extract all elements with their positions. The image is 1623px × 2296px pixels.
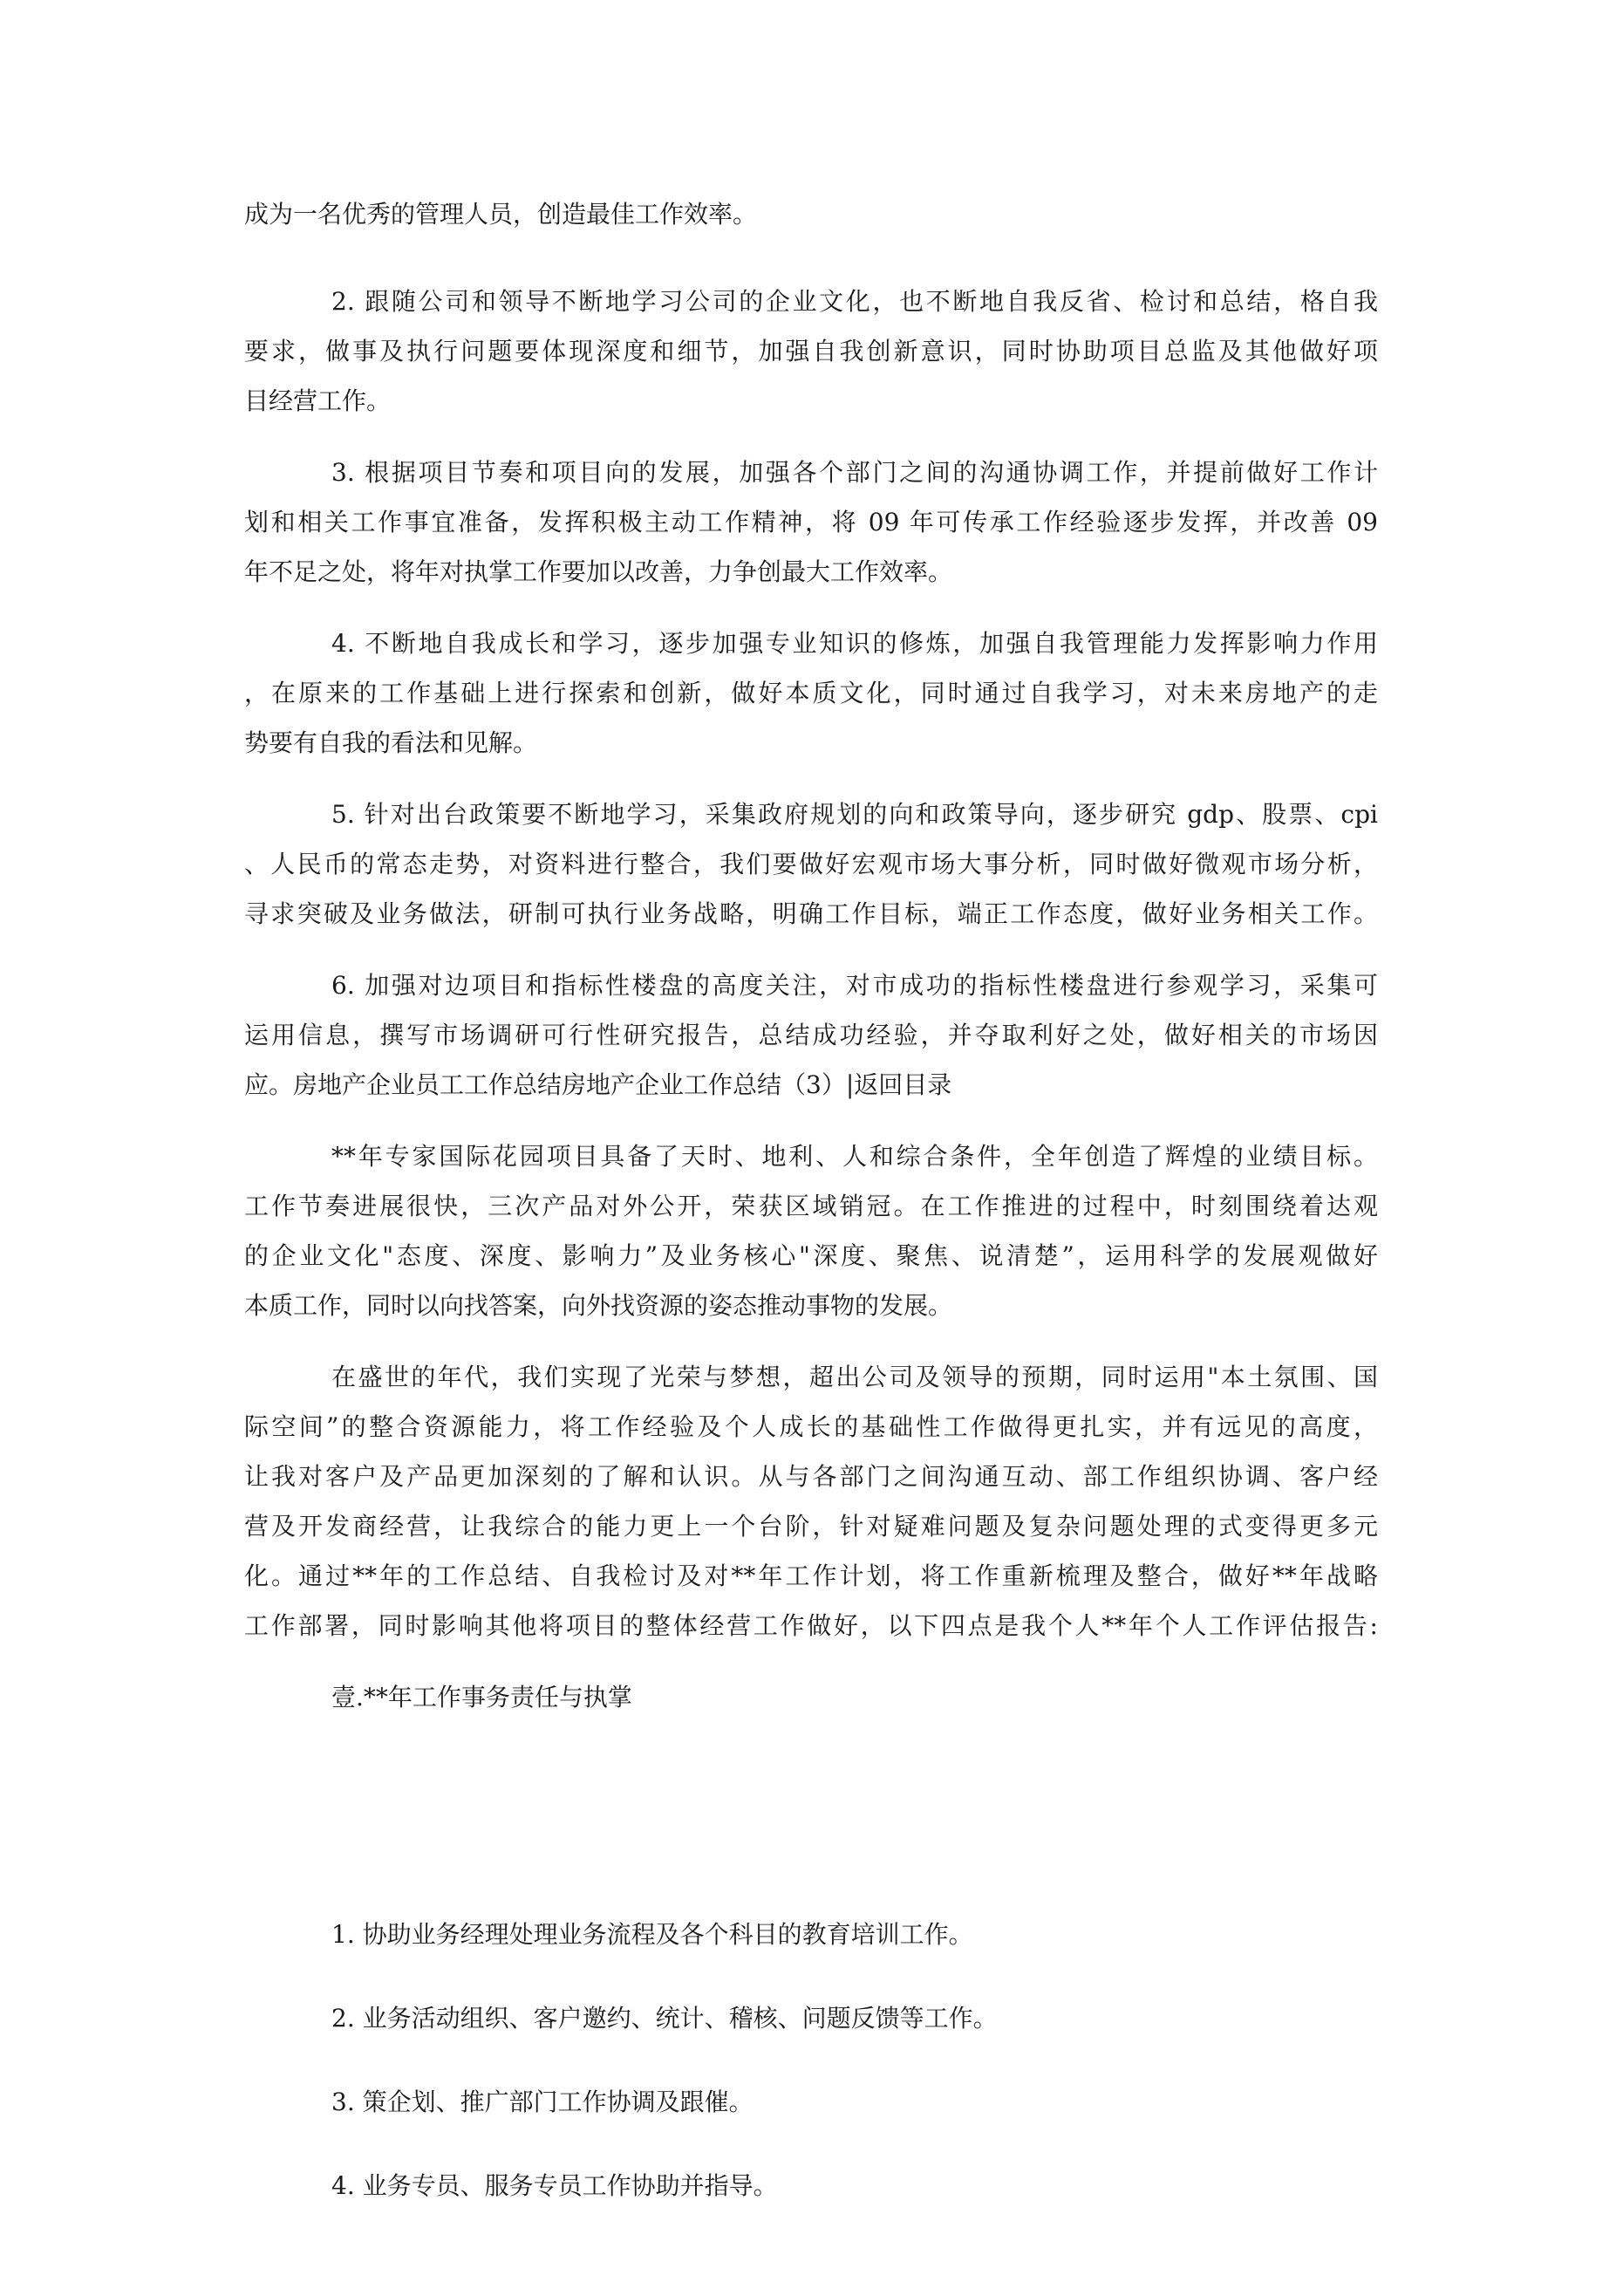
paragraph-line: 5. 针对出台政策要不断地学习，采集政府规划的向和政策导向，逐步研究 gdp、股票、cpi — [331, 800, 1378, 829]
list-item: 2. 业务活动组织、客户邀约、统计、稽核、问题反馈等工作。 — [331, 2004, 998, 2033]
list-item: 3. 策企划、推广部门工作协调及跟催。 — [331, 2088, 754, 2116]
paragraph-line: 要求，做事及执行问题要体现深度和细节，加强自我创新意识，同时协助项目总监及其他做好项 — [244, 337, 1378, 366]
paragraph-line: 化。通过**年的工作总结、自我检讨及对**年工作计划，将工作重新梳理及整合，做好**年战略 — [244, 1561, 1378, 1590]
paragraph-line: 的企业文化"态度、深度、影响力”及业务核心"深度、聚焦、说清楚”，运用科学的发展观做好 — [244, 1241, 1378, 1270]
paragraph-line: 应。房地产企业员工工作总结房地产企业工作总结（3）|返回目录 — [244, 1070, 952, 1099]
paragraph-line: 年不足之处，将年对执掌工作要加以改善，力争创最大工作效率。 — [244, 557, 953, 586]
section-heading: 壹.**年工作事务责任与执掌 — [331, 1683, 632, 1712]
paragraph-line: ，在原来的工作基础上进行探索和创新，做好本质文化，同时通过自我学习，对未来房地产的走 — [244, 679, 1378, 707]
list-item: 4. 业务专员、服务专员工作协助并指导。 — [331, 2171, 778, 2200]
paragraph-line: 工作节奏进展很快，三次产品对外公开，荣获区域销冠。在工作推进的过程中，时刻围绕着达观 — [244, 1192, 1378, 1220]
paragraph-line: 本质工作，同时以向找答案，向外找资源的姿态推动事物的发展。 — [244, 1291, 953, 1320]
paragraph-line: 运用信息，撰写市场调研可行性研究报告，总结成功经验，并夺取利好之处，做好相关的市场因 — [244, 1021, 1378, 1049]
paragraph-line: **年专家国际花园项目具备了天时、地利、人和综合条件，全年创造了辉煌的业绩目标。 — [331, 1142, 1378, 1171]
paragraph-line: 成为一名优秀的管理人员，创造最佳工作效率。 — [244, 200, 758, 229]
paragraph-line: 寻求突破及业务做法，研制可执行业务战略，明确工作目标，端正工作态度，做好业务相关工作。 — [244, 899, 1378, 928]
paragraph-line: 势要有自我的看法和见解。 — [244, 728, 538, 757]
paragraph-line: 让我对客户及产品更加深刻的了解和认识。从与各部门之间沟通互动、部工作组织协调、客户经 — [244, 1462, 1378, 1491]
list-item: 1. 协助业务经理处理业务流程及各个科目的教育培训工作。 — [331, 1920, 973, 1949]
paragraph-line: 工作部署，同时影响其他将项目的整体经营工作做好，以下四点是我个人**年个人工作评估报告: — [244, 1611, 1378, 1640]
paragraph-line: 3. 根据项目节奏和项目向的发展，加强各个部门之间的沟通协调工作，并提前做好工作计 — [331, 458, 1378, 487]
paragraph-line: 际空间”的整合资源能力，将工作经验及个人成长的基础性工作做得更扎实，并有远见的高度， — [244, 1412, 1378, 1441]
paragraph-line: 2. 跟随公司和领导不断地学习公司的企业文化，也不断地自我反省、检讨和总结，格自我 — [331, 287, 1378, 316]
paragraph-line: 在盛世的年代，我们实现了光荣与梦想，超出公司及领导的预期，同时运用"本土氛围、国 — [331, 1363, 1378, 1391]
paragraph-line: 目经营工作。 — [244, 386, 392, 415]
paragraph-line: 6. 加强对边项目和指标性楼盘的高度关注，对市成功的指标性楼盘进行参观学习，采集可 — [331, 971, 1378, 1000]
paragraph-line: 划和相关工作事宜准备，发挥积极主动工作精神，将 09 年可传承工作经验逐步发挥，并改善 09 — [244, 508, 1378, 536]
paragraph-line: 4. 不断地自我成长和学习，逐步加强专业知识的修炼，加强自我管理能力发挥影响力作用 — [331, 629, 1378, 658]
paragraph-line: 营及开发商经营，让我综合的能力更上一个台阶，针对疑难问题及复杂问题处理的式变得更多元 — [244, 1512, 1378, 1541]
paragraph-line: 、人民币的常态走势，对资料进行整合，我们要做好宏观市场大事分析，同时做好微观市场分析， — [244, 850, 1378, 878]
